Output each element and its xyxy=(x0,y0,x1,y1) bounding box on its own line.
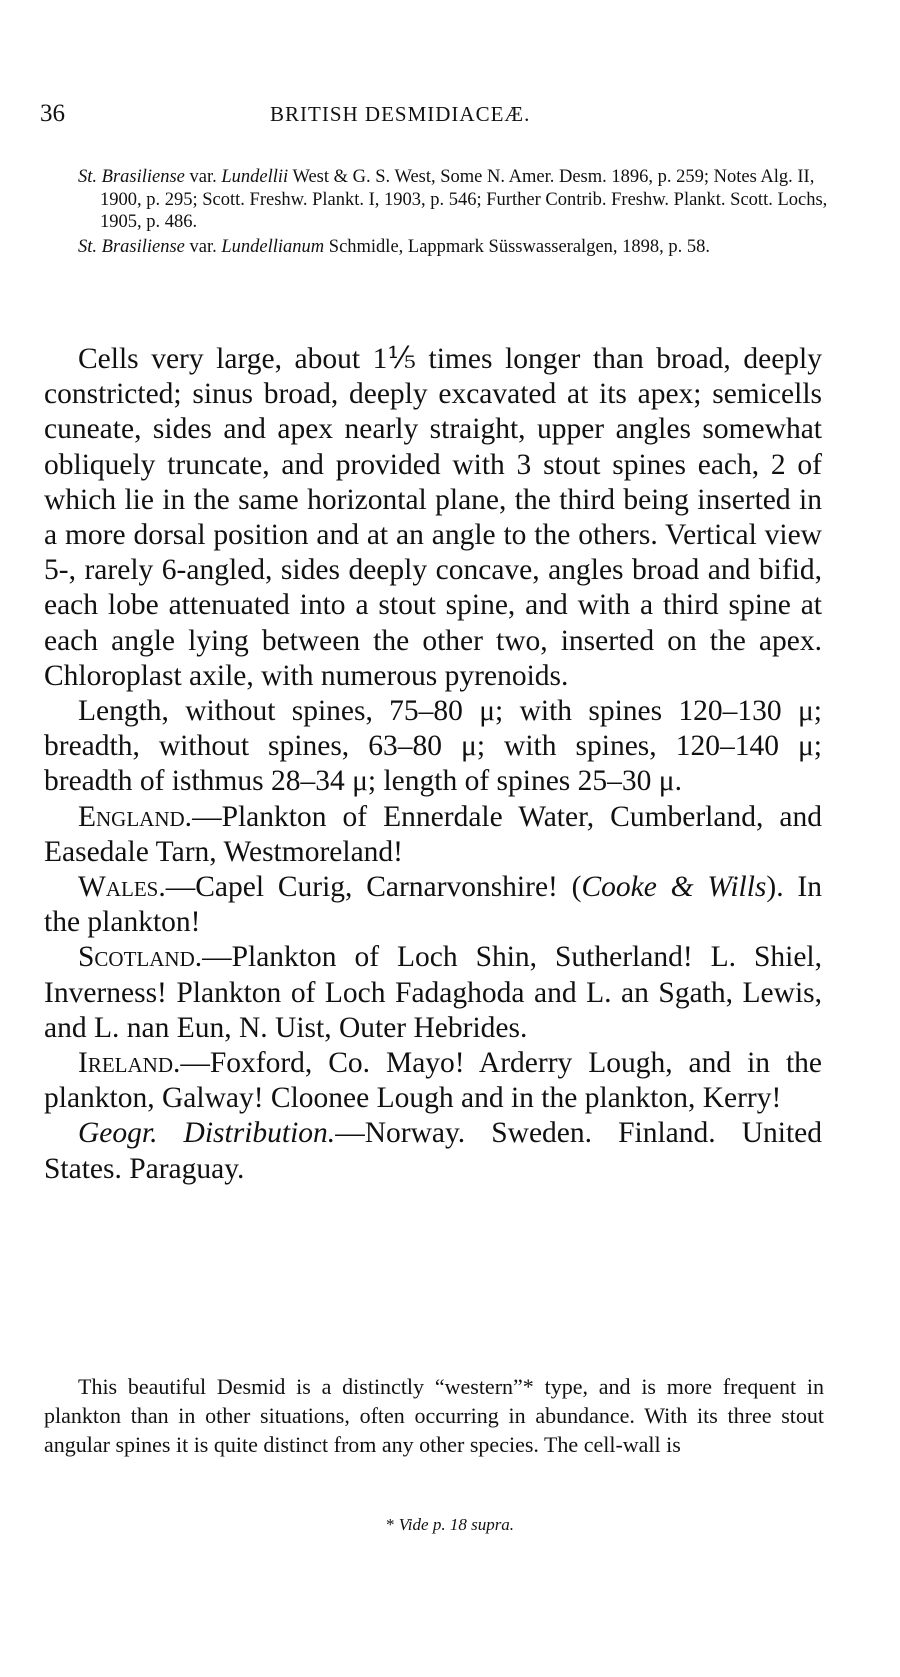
locality-text: —Plankton of Ennerdale Water, Cumberland, and Easedale Tarn, Westmoreland! xyxy=(44,800,822,868)
synonym-entry xyxy=(78,236,828,259)
locality-text: —Plankton of Loch Shin, Sutherland! L. Shiel, Inverness! Plankton of Loch Fadaghoda and L. an Sgath, Lewis, and L. nan Eun, N. Uist, Outer Hebrides. xyxy=(44,941,822,1044)
region-label: Wales. xyxy=(78,871,166,904)
species-body xyxy=(44,342,822,1187)
footnote-text: Vide p. 18 supra. xyxy=(398,1515,515,1534)
synonym-citation: Schmidle, Lappmark Süsswasseralgen, 1898, p. 58. xyxy=(328,236,711,257)
measurements-paragraph: Length, without spines, 75–80 μ; with spines 120–130 μ; breadth, without spines, 63–80 μ; with spines, 120–140 μ; breadth of isthmus 28–34 μ; length of spines 25–30 μ. xyxy=(44,695,822,798)
synonym-variety: Lundellianum xyxy=(221,236,325,257)
page-number: 36 xyxy=(40,100,65,127)
geographic-distribution xyxy=(44,1116,822,1186)
synonym-var: var. xyxy=(189,167,217,187)
synonym-list xyxy=(78,166,828,260)
region-label: Scotland. xyxy=(78,941,203,974)
synonym-entry xyxy=(78,166,828,234)
note-paragraph: This beautiful Desmid is a distinctly “western”* type, and is more frequent in plankton than in other situations, often occurring in abundance. With its three stout angular spines it is quite distinct from any other species. The cell-wall is xyxy=(44,1374,824,1457)
synonym-variety: Lundellii xyxy=(221,167,289,187)
synonym-citation: West & G. S. West, Some N. Amer. Desm. 1896, p. 259; Notes Alg. II, 1900, p. 295; Scott. Freshw. Plankt. I, 1903, p. 546; Further Contrib. Freshw. Plankt. Scott. Lochs, 1905, p. 486. xyxy=(100,167,828,232)
footnote xyxy=(0,1515,900,1535)
description-paragraph: Cells very large, about 1⅕ times longer than broad, deeply constricted; sinus broad, deeply excavated at its apex; semicells cuneate, sides and apex nearly straight, upper angles somewhat obliquely truncate, and provided with 3 stout spines each, 2 of which lie in the same horizontal plane, the third being inserted in a more dorsal position and at an angle to the others. Vertical view 5-, rarely 6-angled, sides deeply concave, angles broad and bifid, each lobe attenuated into a stout spine, and with a third spine at each angle lying between the other two, inserted on the apex. Chloroplast axile, with numerous pyrenoids. xyxy=(44,343,822,692)
locality-collectors: Cooke & Wills xyxy=(581,871,767,904)
note-paragraph-block xyxy=(44,1372,824,1459)
synonym-name: St. Brasiliense xyxy=(78,236,185,257)
running-title: BRITISH DESMIDIACEÆ. xyxy=(270,102,531,126)
region-label: England. xyxy=(78,800,193,833)
synonym-var: var. xyxy=(189,236,217,257)
locality-scotland xyxy=(44,940,822,1046)
region-label: Ireland. xyxy=(78,1047,181,1080)
locality-text-after: ). In the plankton! xyxy=(44,871,822,939)
footnote-mark: * xyxy=(385,1515,395,1534)
locality-england xyxy=(44,800,822,870)
distribution-text: —Norway. Sweden. Finland. United States. Paraguay. xyxy=(44,1117,822,1185)
synonym-name: St. Brasiliense xyxy=(78,167,185,187)
locality-text: —Capel Curig, Carnarvonshire! ( xyxy=(165,871,582,904)
page-header xyxy=(40,100,840,132)
distribution-label: Geogr. Distribution. xyxy=(78,1117,336,1150)
locality-ireland xyxy=(44,1046,822,1116)
locality-text: —Foxford, Co. Mayo! Arderry Lough, and in the plankton, Galway! Cloonee Lough and in the plankton, Kerry! xyxy=(44,1047,822,1115)
locality-wales xyxy=(44,870,822,940)
